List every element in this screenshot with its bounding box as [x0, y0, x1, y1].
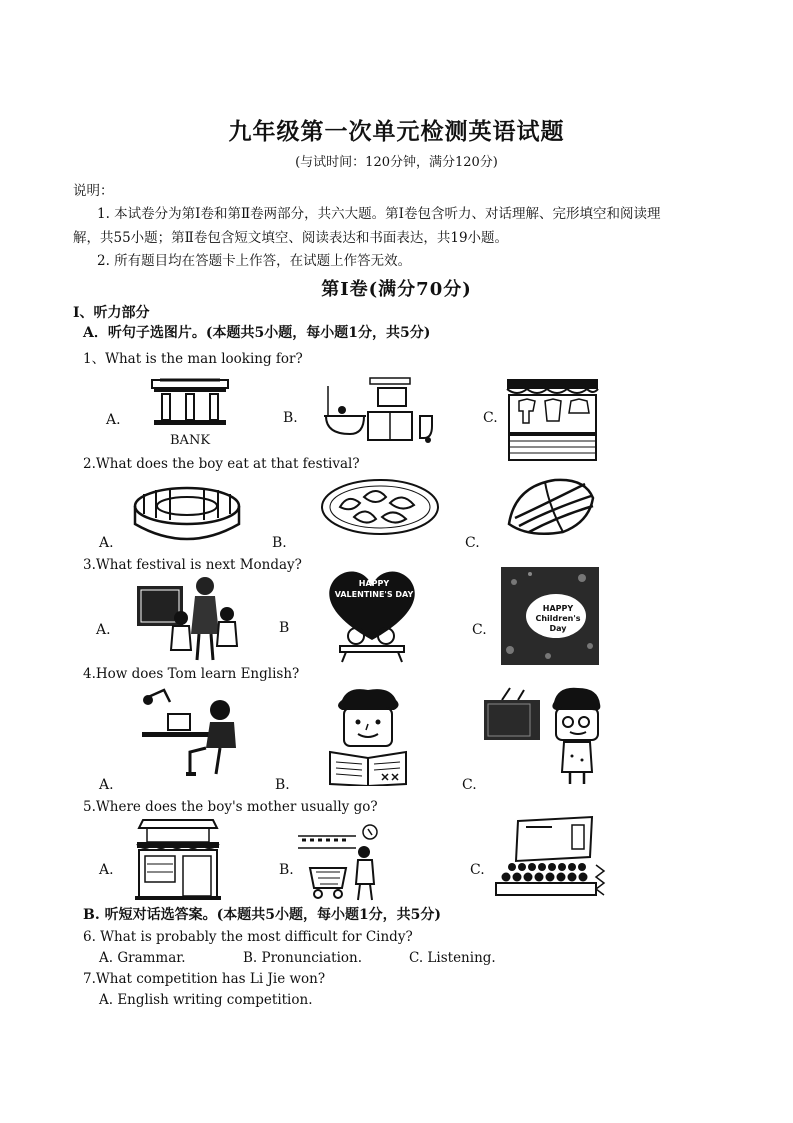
- q2-option-c: C.: [465, 535, 480, 551]
- q5-option-a: A.: [99, 862, 114, 878]
- page-subtitle: (与试时间：120分钟，满分120分): [295, 155, 498, 170]
- question-5: 5.Where does the boy's mother usually go?: [83, 799, 378, 815]
- q6-option-a: A. Grammar.: [99, 950, 186, 966]
- teachers-day-image: [135, 574, 245, 664]
- bank-image: [150, 378, 230, 428]
- question-1: 1、What is the man looking for?: [83, 351, 303, 367]
- mooncake-image: [132, 484, 242, 546]
- note-item-2: 2. 所有题目均在答题卡上作答，在试题上作答无效。: [97, 253, 412, 269]
- computer-study-image: [140, 688, 240, 778]
- section-a-heading: A．听句子选图片。(本题共5小题，每小题1分，共5分): [83, 325, 431, 341]
- q3-option-c: C.: [472, 622, 487, 638]
- cinema-image: [492, 815, 607, 900]
- q3-option-a: A.: [96, 622, 111, 638]
- q1-option-b: B.: [283, 410, 298, 426]
- q1-option-a: A.: [106, 412, 121, 428]
- valentine-text: HAPPY VALENTINE'S DAY: [334, 579, 414, 599]
- question-3: 3.What festival is next Monday?: [83, 557, 302, 573]
- q4-option-c: C.: [462, 777, 477, 793]
- q6-option-b: B. Pronunciation.: [243, 950, 363, 966]
- q4-option-b: B.: [275, 777, 290, 793]
- q2-option-b: B.: [272, 535, 287, 551]
- q1-option-c: C.: [483, 410, 498, 426]
- q3-option-b: B: [279, 620, 290, 636]
- q5-option-b: B.: [279, 862, 294, 878]
- question-4: 4.How does Tom learn English?: [83, 666, 300, 682]
- part-heading: I、听力部分: [73, 305, 150, 321]
- bank-label: BANK: [170, 433, 211, 448]
- valentines-day-image: [322, 566, 422, 664]
- bathroom-image: [320, 376, 435, 446]
- tv-learning-image: [482, 686, 607, 786]
- volume-title: 第Ⅰ卷(满分70分): [321, 279, 472, 300]
- childrens-day-text: HAPPY Children's Day: [535, 604, 581, 633]
- notes-heading: 说明：: [73, 183, 114, 199]
- note-item-1: 1. 本试卷分为第Ⅰ卷和第Ⅱ卷两部分，共六大题。第Ⅰ卷包含听力、对话理解、完形填空和阅读理: [97, 206, 661, 222]
- q6-option-c: C. Listening.: [409, 950, 496, 966]
- supermarket-image: [296, 822, 396, 902]
- store-image: [133, 816, 223, 902]
- q2-option-a: A.: [99, 535, 114, 551]
- page-title: 九年级第一次单元检测英语试题: [228, 118, 565, 145]
- q4-option-a: A.: [99, 777, 114, 793]
- reading-book-image: [328, 686, 408, 786]
- clothes-shop-image: [505, 377, 600, 462]
- zongzi-image: [505, 476, 595, 536]
- dumplings-image: [320, 477, 440, 537]
- question-7: 7.What competition has Li Jie won?: [83, 971, 326, 987]
- childrens-day-image: [500, 566, 600, 666]
- note-item-1-cont: 解，共55小题；第Ⅱ卷包含短文填空、阅读表达和书面表达，共19小题。: [73, 230, 509, 246]
- section-b-heading: B. 听短对话选答案。(本题共5小题，每小题1分，共5分): [83, 907, 442, 923]
- q5-option-c: C.: [470, 862, 485, 878]
- question-2: 2.What does the boy eat at that festival?: [83, 456, 360, 472]
- question-6: 6. What is probably the most difficult for Cindy?: [83, 929, 413, 945]
- q7-option-a: A. English writing competition.: [99, 992, 313, 1008]
